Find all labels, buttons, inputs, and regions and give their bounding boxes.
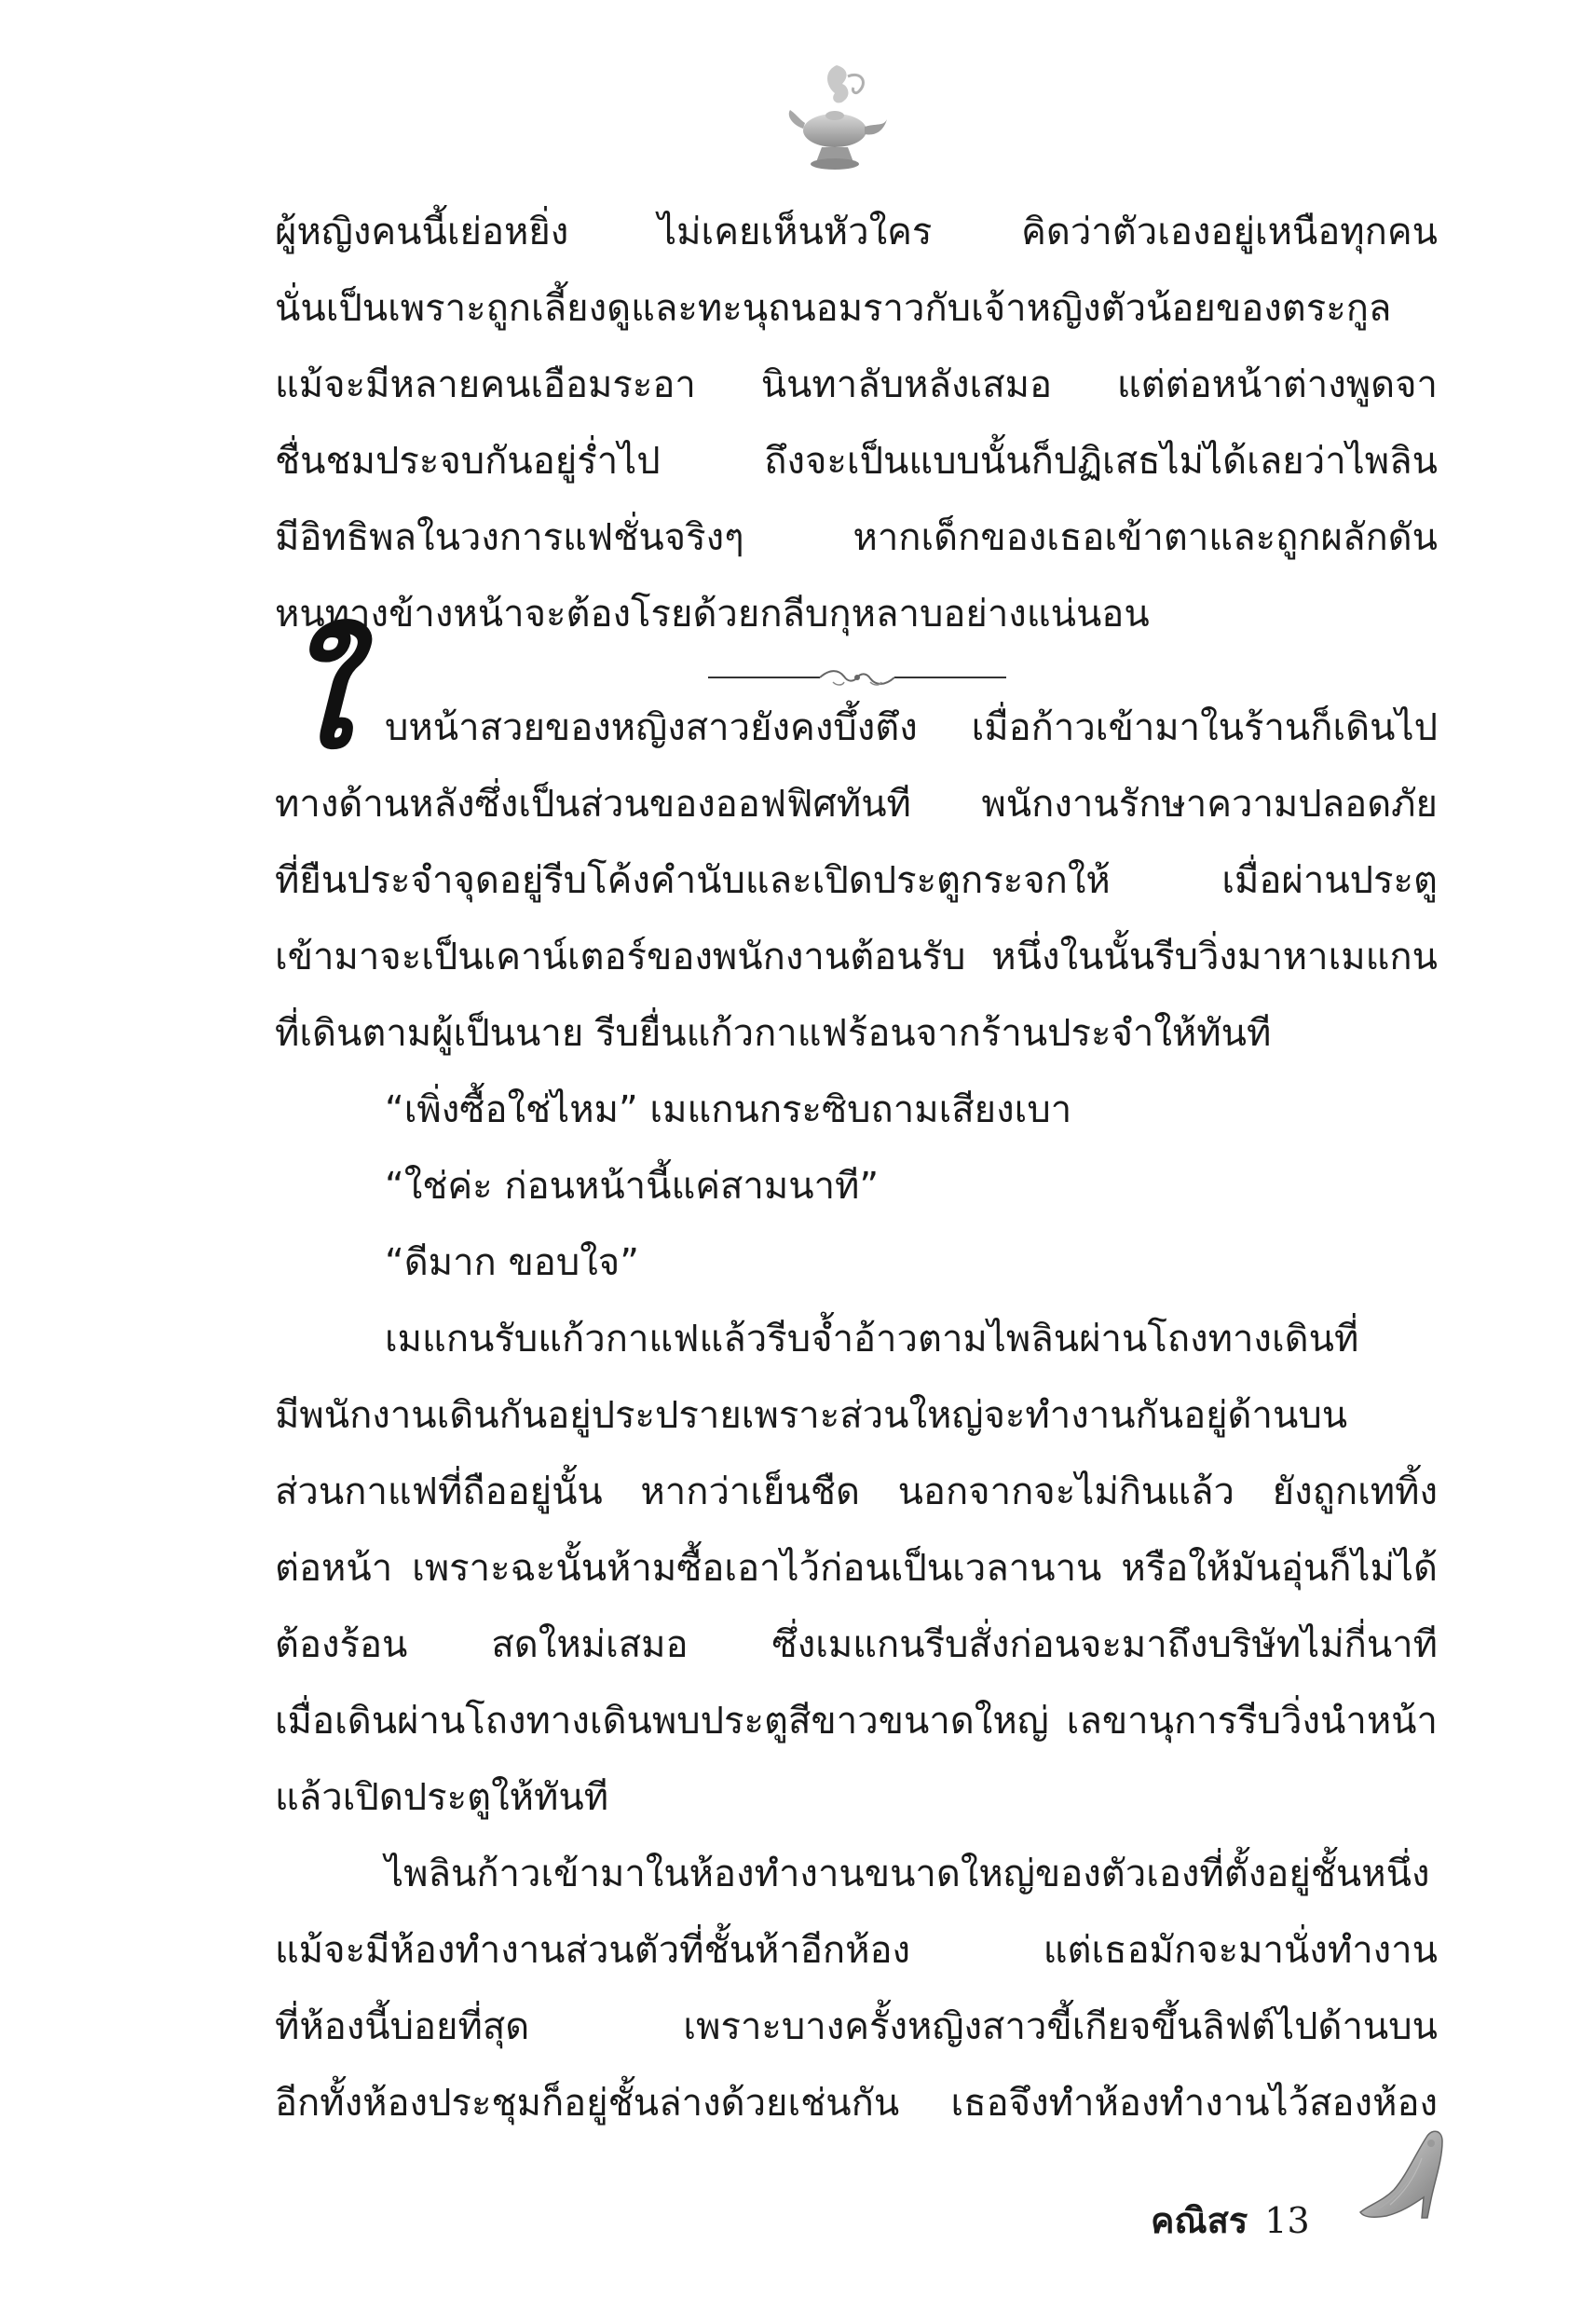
dialogue-line: “ดีมาก ขอบใจ” [385,1241,639,1284]
drop-cap: ใ [282,616,351,780]
book-title: คณิสร [1151,2199,1248,2241]
page-footer [1151,2197,1310,2244]
text-line: นั่นเป็นเพราะถูกเลี้ยงดูและทะนุถนอมราวกับเจ้าหญิงตัวน้อยของตระกูล [275,287,1392,330]
text-line: แม้จะมีหลายคนเอือมระอา นินทาลับหลังเสมอ แต่ต่อหน้าต่างพูดจา [275,363,1438,406]
section-two [275,616,1438,2141]
text-line: อีกทั้งห้องประชุมก็อยู่ชั้นล่างด้วยเช่นกัน เธอจึงทำห้องทำงานไว้สองห้อง [275,2082,1438,2125]
text-line: เมื่อเดินผ่านโถงทางเดินพบประตูสีขาวขนาดใหญ่ เลขานุการรีบวิ่งนำหน้า [275,1700,1438,1743]
text-line: มีอิทธิพลในวงการแฟชั่นจริงๆ หากเด็กของเธอเข้าตาและถูกผลักดัน [275,516,1438,559]
text-line: ที่ห้องนี้บ่อยที่สุด เพราะบางครั้งหญิงสาวขี้เกียจขึ้นลิฟต์ไปด้านบน [275,2005,1438,2048]
scroll-ornament-icon [708,663,1006,691]
text-line: ต้องร้อน สดใหม่เสมอ ซึ่งเมแกนรีบสั่งก่อนจะมาถึงบริษัทไม่กี่นาที [275,1623,1438,1666]
text-line: มีพนักงานเดินกันอยู่ประปรายเพราะส่วนใหญ่จะทำงานกันอยู่ด้านบน [275,1394,1348,1437]
text-line: ส่วนกาแฟที่ถืออยู่นั้น หากว่าเย็นชืด นอกจากจะไม่กินแล้ว ยังถูกเททิ้ง [275,1470,1438,1513]
page-number: 13 [1264,2200,1310,2241]
high-heel-shoe-icon [1342,2115,1453,2227]
text-line: เมแกนรับแก้วกาแฟแล้วรีบจ้ำอ้าวตามไพลินผ่านโถงทางเดินที่ [385,1318,1359,1361]
text-line-dropcap [275,616,1438,780]
dialogue-line: “ใช่ค่ะ ก่อนหน้านี้แค่สามนาที” [385,1165,880,1208]
text-line: ที่ยืนประจำจุดอยู่รีบโค้งคำนับและเปิดประตูกระจกให้ เมื่อผ่านประตู [275,859,1438,902]
paragraph-intro [275,194,1438,652]
text-line: ไพลินก้าวเข้ามาในห้องทำงานขนาดใหญ่ของตัวเองที่ตั้งอยู่ชั้นหนึ่ง [385,1853,1430,1895]
text-line: หนทางข้างหน้าจะต้องโรยด้วยกลีบกุหลาบอย่างแน่นอน [275,593,1150,636]
dialogue-line: “เพิ่งซื้อใช่ไหม” เมแกนกระซิบถามเสียงเบา [385,1088,1072,1131]
text-line: ที่เดินตามผู้เป็นนาย รีบยื่นแก้วกาแฟร้อนจากร้านประจำให้ทันที [275,1012,1272,1055]
genie-lamp-icon [783,58,894,179]
text-line: แล้วเปิดประตูให้ทันที [275,1776,609,1819]
text-line-content: บหน้าสวยของหญิงสาวยังคงบึ้งตึง เมื่อก้าวเข้ามาในร้านก็เดินไป [385,706,1438,749]
text-line: ต่อหน้า เพราะฉะนั้นห้ามซื้อเอาไว้ก่อนเป็นเวลานาน หรือให้มันอุ่นก็ไม่ได้ [275,1547,1438,1590]
text-line: ชื่นชมประจบกันอยู่ร่ำไป ถึงจะเป็นแบบนั้นก็ปฏิเสธไม่ได้เลยว่าไพลิน [275,440,1438,483]
text-line: แม้จะมีห้องทำงานส่วนตัวที่ชั้นห้าอีกห้อง แต่เธอมักจะมานั่งทำงาน [275,1929,1438,1972]
text-line: ผู้หญิงคนนี้เย่อหยิ่ง ไม่เคยเห็นหัวใคร คิดว่าตัวเองอยู่เหนือทุกคน [275,211,1438,253]
text-line: เข้ามาจะเป็นเคาน์เตอร์ของพนักงานต้อนรับ หนึ่งในนั้นรีบวิ่งมาหาเมแกน [275,936,1438,978]
text-line: ทางด้านหลังซึ่งเป็นส่วนของออฟฟิศทันที พนักงานรักษาความปลอดภัย [275,783,1438,826]
